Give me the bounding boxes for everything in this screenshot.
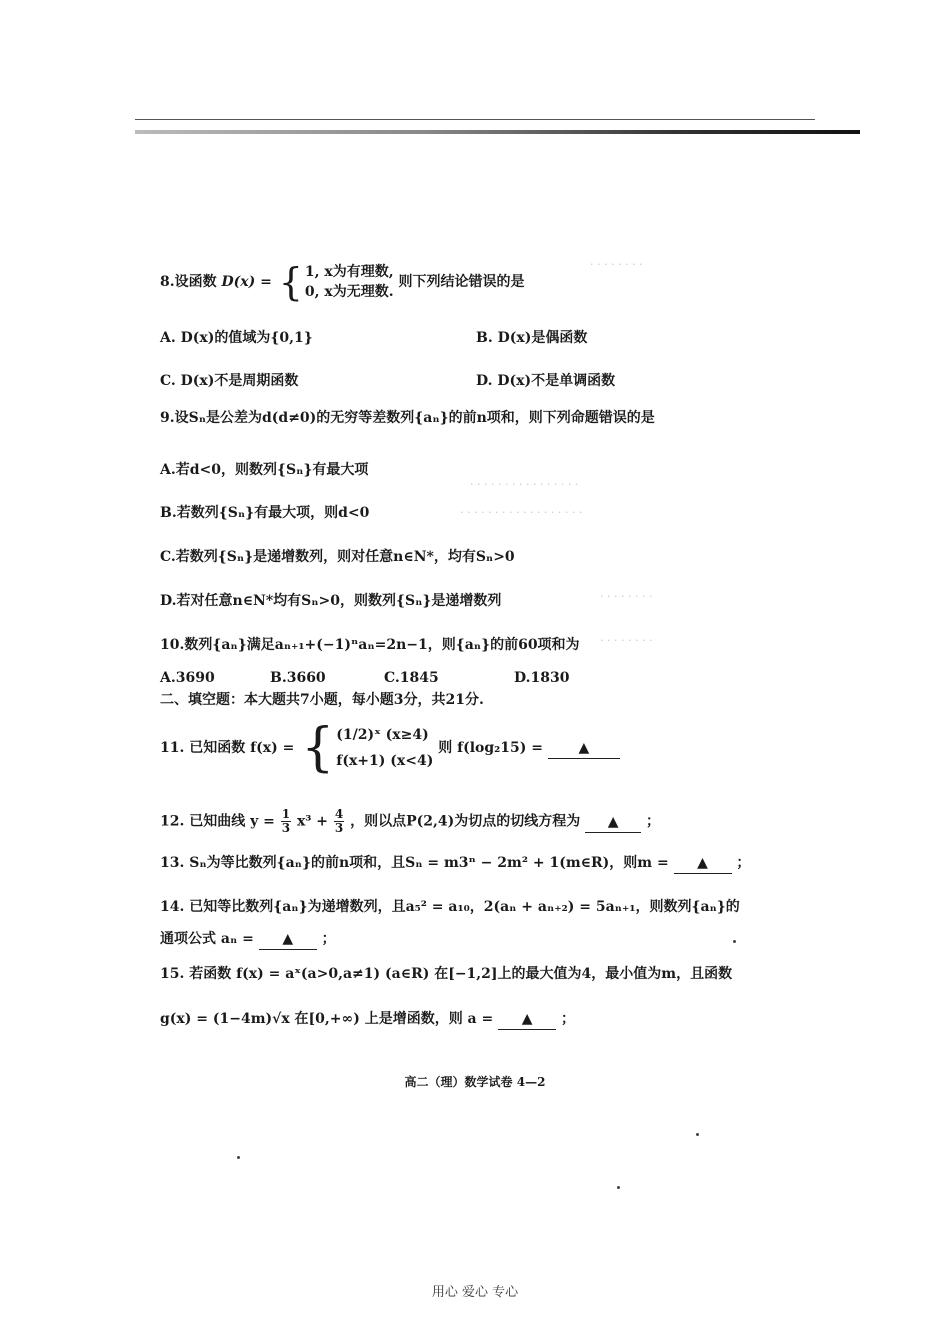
section-2-heading: 二、填空题：本大题共7小题，每小题3分，共21分. xyxy=(160,692,484,708)
q10-option-d: D.1830 xyxy=(514,670,570,686)
q15-text: g(x) = (1−4m)√x 在[0,+∞) 上是增函数，则 a = xyxy=(160,1011,494,1027)
q12-suffix: ，则以点P(2,4)为切点的切线方程为 xyxy=(350,813,581,830)
question-12-stem xyxy=(160,808,660,835)
question-13-stem xyxy=(160,853,750,874)
q14-end: ； xyxy=(321,931,336,947)
q8-function: D(x) = xyxy=(221,274,272,290)
header-rule-thick xyxy=(135,130,860,134)
q12-end: ； xyxy=(646,813,661,830)
q10-option-c: C.1845 xyxy=(384,670,439,686)
q10-option-a: A.3690 xyxy=(160,670,215,686)
scan-speck xyxy=(617,1186,620,1189)
q8-prefix: 8.设函数 xyxy=(160,274,217,290)
q9-option-c: C.若数列{Sₙ}是递增数列，则对任意n∈N*，均有Sₙ>0 xyxy=(160,549,515,565)
q14-answer-blank[interactable]: ▲ xyxy=(259,929,317,950)
scan-noise: · · · · · · · · · · · · · · · · · · xyxy=(460,506,583,519)
q9-option-b: B.若数列{Sₙ}有最大项，则d<0 xyxy=(160,505,370,521)
q11-piecewise xyxy=(299,718,434,778)
q15-answer-blank[interactable]: ▲ xyxy=(498,1009,556,1030)
q11-case-1: (1/2)ˣ (x≥4) xyxy=(336,727,429,743)
q8-option-a: A. D(x)的值域为{0,1} xyxy=(160,330,313,346)
question-11-stem xyxy=(160,718,620,778)
question-9-stem: 9.设Sₙ是公差为d(d≠0)的无穷等差数列{aₙ}的前n项和，则下列命题错误的是 xyxy=(160,410,655,426)
scan-speck xyxy=(733,940,736,943)
question-14-stem-2 xyxy=(160,929,336,950)
q13-text: 13. Sₙ为等比数列{aₙ}的前n项和，且Sₙ = m3ⁿ − 2m² + 1(m∈R)，则m = xyxy=(160,855,669,871)
q11-prefix: 11. 已知函数 f(x) = xyxy=(160,740,295,756)
q11-answer-blank[interactable]: ▲ xyxy=(548,738,620,759)
scan-noise: · · · · · · · · xyxy=(600,590,653,603)
q11-suffix: 则 f(log₂15) = xyxy=(438,740,544,756)
question-15-stem: 15. 若函数 f(x) = aˣ(a>0,a≠1) (a∈R) 在[−1,2]上的最大值为4，最小值为m，且函数 xyxy=(160,966,733,982)
scan-noise: · · · · · · · · xyxy=(600,634,653,647)
q8-piecewise xyxy=(277,262,394,302)
q9-option-d: D.若对任意n∈N*均有Sₙ>0，则数列{Sₙ}是递增数列 xyxy=(160,593,502,609)
q9-option-a: A.若d<0，则数列{Sₙ}有最大项 xyxy=(160,462,369,478)
q8-option-b: B. D(x)是偶函数 xyxy=(476,330,588,346)
q14-text: 通项公式 aₙ = xyxy=(160,931,254,947)
q8-case-2: 0, x为无理数. xyxy=(304,284,394,300)
scan-speck xyxy=(237,1156,240,1159)
page-footer-title: 高二（理）数学试卷 4—2 xyxy=(404,1075,546,1089)
brace-symbol: { xyxy=(278,260,303,304)
q12-middle: x³ + xyxy=(296,813,329,830)
question-15-stem-2 xyxy=(160,1009,575,1030)
question-10-stem: 10.数列{aₙ}满足aₙ₊₁+(−1)ⁿaₙ=2n−1，则{aₙ}的前60项和为 xyxy=(160,637,580,653)
q12-answer-blank[interactable]: ▲ xyxy=(585,812,641,833)
brace-symbol: { xyxy=(301,718,335,778)
scan-noise: · · · · · · · · xyxy=(590,258,643,271)
question-14-stem: 14. 已知等比数列{aₙ}为递增数列，且a₅² = a₁₀，2(aₙ + aₙ₊₂) = 5aₙ₊₁，则数列{aₙ}的 xyxy=(160,899,740,915)
page-footer-note: 用心 爱心 专心 xyxy=(431,1285,519,1300)
q8-suffix: 则下列结论错误的是 xyxy=(398,274,525,290)
q15-end: ； xyxy=(561,1011,575,1027)
scan-speck xyxy=(696,1133,699,1136)
q12-fraction-2: $\frac{4}{3}$ xyxy=(334,807,344,835)
q13-answer-blank[interactable]: ▲ xyxy=(674,853,732,874)
q8-case-1: 1, x为有理数, xyxy=(304,264,394,280)
q13-end: ； xyxy=(736,855,751,871)
q12-prefix: 12. 已知曲线 y = xyxy=(160,813,275,830)
scan-noise: · · · · · · · · · · · · · · · · xyxy=(470,478,579,491)
q12-fraction-1: $\frac{1}{3}$ xyxy=(281,807,291,835)
header-rule-thin xyxy=(135,119,815,120)
q11-case-2: f(x+1) (x<4) xyxy=(336,753,434,769)
q10-option-b: B.3660 xyxy=(270,670,326,686)
question-8-stem xyxy=(160,262,525,302)
q8-option-d: D. D(x)不是单调函数 xyxy=(476,373,616,389)
q8-option-c: C. D(x)不是周期函数 xyxy=(160,373,299,389)
